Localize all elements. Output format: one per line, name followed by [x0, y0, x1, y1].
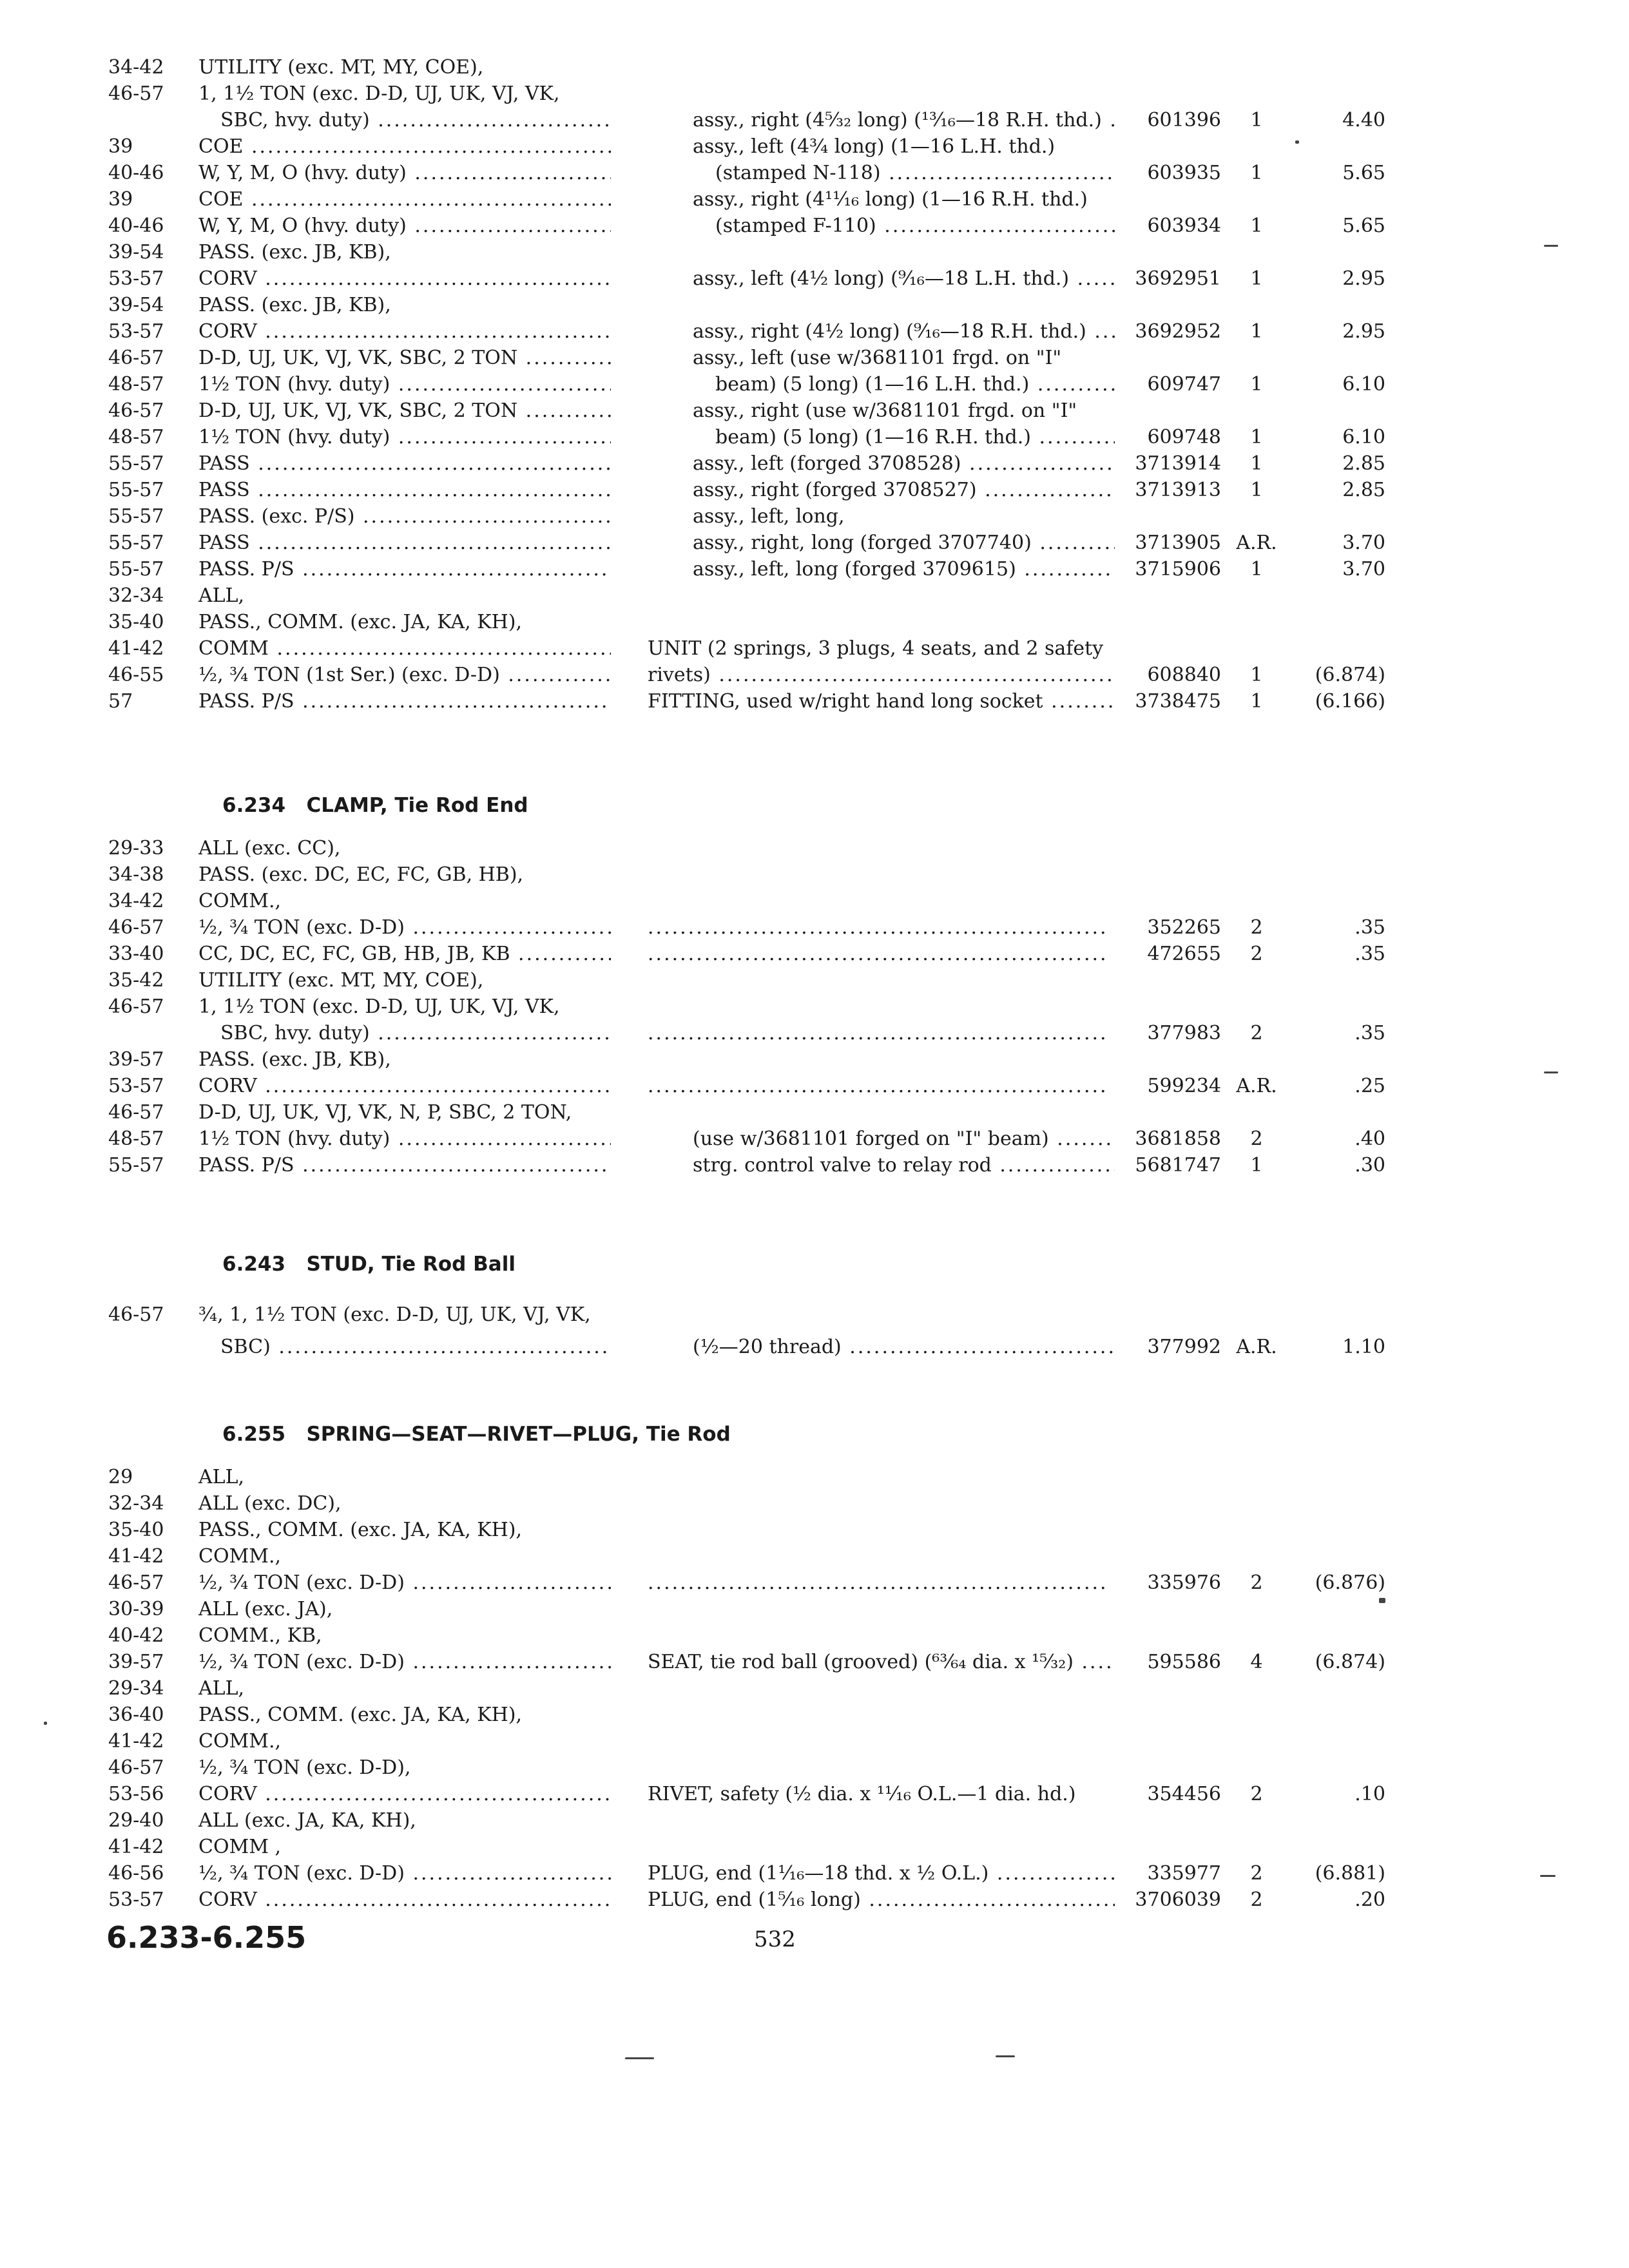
quantity: 1 [1250, 558, 1263, 581]
model-text: SBC, hvy. duty) ..... [220, 1020, 611, 1046]
part-number: 377983 [1147, 1022, 1221, 1044]
scan-mark [1544, 245, 1558, 247]
model-text: W, Y, M, O (hvy. duty) ..... [198, 213, 611, 239]
part-description: rivets) ..... [648, 662, 1115, 688]
catalog-row [0, 81, 1418, 107]
catalog-row [0, 1152, 1418, 1178]
price: 4.40 [1342, 109, 1385, 131]
catalog-row [0, 239, 1418, 265]
price: .35 [1354, 1022, 1385, 1044]
catalog-row [0, 835, 1418, 861]
model-text: ALL (exc. DC), [198, 1492, 342, 1515]
year-range: 55-57 [108, 452, 164, 475]
model-text: ½, ¾ TON (exc. D-D) ..... [198, 1649, 611, 1675]
model-text: CORV ..... [198, 1781, 611, 1807]
catalog-row [0, 398, 1418, 424]
catalog-row [0, 1046, 1418, 1073]
catalog-row [0, 1517, 1418, 1543]
catalog-row [0, 345, 1418, 371]
year-range: 34-38 [108, 863, 164, 886]
scan-mark [625, 2057, 654, 2059]
price: 1.10 [1342, 1336, 1385, 1358]
quantity: 1 [1250, 162, 1263, 184]
catalog-row [0, 186, 1418, 213]
part-description: assy., right (4½ long) (⁹⁄₁₆—18 R.H. thd.) ..... [693, 318, 1115, 345]
model-text: PASS. P/S ..... [198, 556, 611, 582]
year-range: 40-42 [108, 1624, 164, 1647]
catalog-row [0, 688, 1418, 715]
price: .35 [1354, 916, 1385, 939]
quantity: A.R. [1236, 1336, 1277, 1358]
year-range: 34-42 [108, 56, 164, 79]
catalog-row [0, 292, 1418, 318]
year-range: 46-57 [108, 399, 164, 422]
part-number: 3713913 [1135, 479, 1221, 501]
part-description: PLUG, end (1¹⁄₁₆—18 thd. x ½ O.L.) ..... [648, 1860, 1115, 1887]
dot-leader [648, 1020, 1108, 1046]
part-description: assy., left (4¾ long) (1—16 L.H. thd.) [693, 135, 1055, 158]
section-number: 6.255 [222, 1423, 286, 1446]
catalog-row [0, 1834, 1418, 1860]
year-range: 39-57 [108, 1048, 164, 1071]
model-text: PASS. (exc. P/S) ..... [198, 503, 611, 530]
part-description: assy., right, long (forged 3707740) ..... [693, 530, 1115, 556]
model-text: ½, ¾ TON (exc. D-D) ..... [198, 1860, 611, 1887]
part-number: 601396 [1147, 109, 1221, 131]
catalog-row [0, 1807, 1418, 1834]
catalog-row [0, 556, 1418, 582]
year-range: 53-56 [108, 1783, 164, 1805]
page-number: 532 [754, 1927, 796, 1952]
part-number: 608840 [1147, 664, 1221, 686]
catalog-row [0, 1464, 1418, 1490]
section-heading [222, 1423, 731, 1446]
year-range: 35-40 [108, 1519, 164, 1541]
model-text: ½, ¾ TON (1st Ser.) (exc. D-D) ..... [198, 662, 611, 688]
catalog-row [0, 424, 1418, 450]
model-text: PASS ..... [198, 450, 611, 477]
price: .25 [1354, 1075, 1385, 1097]
part-description: assy., right (forged 3708527) ..... [693, 477, 1115, 503]
price: (6.874) [1315, 664, 1385, 686]
part-number: 335976 [1147, 1571, 1221, 1594]
year-range: 46-57 [108, 347, 164, 369]
year-range: 29-40 [108, 1809, 164, 1832]
year-range: 40-46 [108, 215, 164, 237]
catalog-row [0, 371, 1418, 398]
model-text: CORV ..... [198, 318, 611, 345]
part-description: assy., left, long (forged 3709615) ..... [693, 556, 1115, 582]
part-number: 352265 [1147, 916, 1221, 939]
year-range: 35-40 [108, 611, 164, 633]
catalog-row [0, 1126, 1418, 1152]
model-text: PASS. (exc. JB, KB), [198, 241, 391, 264]
year-range: 53-57 [108, 1888, 164, 1911]
quantity: 1 [1250, 479, 1263, 501]
catalog-row [0, 503, 1418, 530]
quantity: 2 [1250, 1862, 1263, 1885]
part-description: (stamped N-118) ..... [715, 160, 1115, 186]
quantity: 2 [1250, 943, 1263, 965]
price: 5.65 [1342, 215, 1385, 237]
catalog-row [0, 477, 1418, 503]
dot-leader [648, 1073, 1108, 1099]
model-text: CC, DC, EC, FC, GB, HB, JB, KB ..... [198, 941, 611, 967]
part-description: strg. control valve to relay rod ..... [693, 1152, 1115, 1178]
year-range: 46-57 [108, 1571, 164, 1594]
catalog-row [0, 941, 1418, 967]
part-description: UNIT (2 springs, 3 plugs, 4 seats, and 2 safety [648, 637, 1104, 660]
model-text: 1½ TON (hvy. duty) ..... [198, 424, 611, 450]
model-text: 1½ TON (hvy. duty) ..... [198, 371, 611, 398]
catalog-row [0, 1334, 1418, 1360]
model-text: PASS. (exc. JB, KB), [198, 1048, 391, 1071]
scan-mark [1540, 1875, 1556, 1877]
year-range: 55-57 [108, 558, 164, 581]
quantity: 1 [1250, 320, 1263, 343]
model-text: W, Y, M, O (hvy. duty) ..... [198, 160, 611, 186]
year-range: 39 [108, 188, 133, 211]
part-number: 603934 [1147, 215, 1221, 237]
year-range: 53-57 [108, 1075, 164, 1097]
year-range: 57 [108, 690, 133, 713]
part-description: (stamped F-110) ..... [715, 213, 1115, 239]
year-range: 46-57 [108, 1303, 164, 1326]
catalog-row [0, 1596, 1418, 1622]
year-range: 53-57 [108, 267, 164, 290]
year-range: 55-57 [108, 532, 164, 554]
model-text: ½, ¾ TON (exc. D-D), [198, 1756, 411, 1779]
model-text: UTILITY (exc. MT, MY, COE), [198, 56, 484, 79]
part-number: 3713905 [1135, 532, 1221, 554]
year-range: 29-33 [108, 837, 164, 860]
catalog-row [0, 662, 1418, 688]
year-range: 48-57 [108, 426, 164, 448]
part-number: 5681747 [1135, 1154, 1221, 1177]
part-number: 472655 [1147, 943, 1221, 965]
model-text: ALL (exc. CC), [198, 837, 341, 860]
section-subtitle: Tie Rod End [394, 794, 528, 817]
page-section-code: 6.233-6.255 [106, 1920, 307, 1955]
dot-leader [648, 941, 1108, 967]
model-text: PASS. (exc. JB, KB), [198, 294, 391, 316]
price: (6.874) [1315, 1651, 1385, 1673]
part-number: 335977 [1147, 1862, 1221, 1885]
year-range: 46-55 [108, 664, 164, 686]
price: (6.881) [1315, 1862, 1385, 1885]
section-number: 6.234 [222, 794, 286, 817]
price: 3.70 [1342, 532, 1385, 554]
model-text: ALL, [198, 584, 245, 607]
part-number: 3692951 [1135, 267, 1221, 290]
price: .35 [1354, 943, 1385, 965]
model-text: D-D, UJ, UK, VJ, VK, N, P, SBC, 2 TON, [198, 1101, 572, 1124]
year-range: 33-40 [108, 943, 164, 965]
catalog-row [0, 1490, 1418, 1517]
section-heading [222, 794, 528, 817]
year-range: 32-34 [108, 584, 164, 607]
year-range: 35-42 [108, 969, 164, 992]
model-text: COMM., [198, 1730, 282, 1753]
year-range: 46-57 [108, 995, 164, 1018]
model-text: ALL (exc. JA, KA, KH), [198, 1809, 416, 1832]
quantity: 2 [1250, 1783, 1263, 1805]
year-range: 48-57 [108, 373, 164, 396]
part-number: 377992 [1147, 1336, 1221, 1358]
model-text: D-D, UJ, UK, VJ, VK, SBC, 2 TON ..... [198, 398, 611, 424]
model-text: SBC) ..... [220, 1334, 611, 1360]
catalog-row [0, 1649, 1418, 1675]
model-text: COMM., [198, 890, 282, 912]
catalog-row [0, 107, 1418, 133]
price: 5.65 [1342, 162, 1385, 184]
catalog-row [0, 635, 1418, 662]
catalog-row [0, 530, 1418, 556]
part-number: 595586 [1147, 1651, 1221, 1673]
part-description: assy., right (4⁵⁄₃₂ long) (¹³⁄₁₆—18 R.H. thd.) ..... [693, 107, 1115, 133]
catalog-row [0, 265, 1418, 292]
catalog-row [0, 318, 1418, 345]
model-text: PASS., COMM. (exc. JA, KA, KH), [198, 611, 523, 633]
part-number: 3713914 [1135, 452, 1221, 475]
part-description: assy., left (use w/3681101 frgd. on "I" [693, 347, 1062, 369]
model-text: PASS., COMM. (exc. JA, KA, KH), [198, 1704, 523, 1726]
model-text: ALL, [198, 1677, 245, 1700]
catalog-row [0, 1781, 1418, 1807]
quantity: 1 [1250, 373, 1263, 396]
model-text: COE ..... [198, 186, 611, 213]
model-text: PASS ..... [198, 530, 611, 556]
part-description: (use w/3681101 forged on "I" beam) ..... [693, 1126, 1115, 1152]
model-text: ALL (exc. JA), [198, 1598, 333, 1620]
year-range: 53-57 [108, 320, 164, 343]
catalog-row [0, 1754, 1418, 1781]
quantity: 2 [1250, 1128, 1263, 1150]
catalog-row [0, 1702, 1418, 1728]
section-number: 6.243 [222, 1253, 286, 1276]
price: .20 [1354, 1888, 1385, 1911]
quantity: 1 [1250, 215, 1263, 237]
price: 2.85 [1342, 479, 1385, 501]
model-text: CORV ..... [198, 265, 611, 292]
quantity: 1 [1250, 109, 1263, 131]
section-name: CLAMP, [306, 794, 388, 817]
part-description: (½—20 thread) ..... [693, 1334, 1115, 1360]
part-description: assy., left (forged 3708528) ..... [693, 450, 1115, 477]
part-description: FITTING, used w/right hand long socket ..... [648, 688, 1115, 715]
catalog-row [0, 1860, 1418, 1887]
part-description: assy., right (use w/3681101 frgd. on "I" [693, 399, 1077, 422]
section-subtitle: Tie Rod [646, 1423, 731, 1446]
part-number: 3738475 [1135, 690, 1221, 713]
year-range: 41-42 [108, 1836, 164, 1858]
catalog-row [0, 888, 1418, 914]
price: 3.70 [1342, 558, 1385, 581]
price: .10 [1354, 1783, 1385, 1805]
year-range: 36-40 [108, 1704, 164, 1726]
model-text: 1, 1½ TON (exc. D-D, UJ, UK, VJ, VK, [198, 82, 560, 105]
part-number: 354456 [1147, 1783, 1221, 1805]
catalog-row [0, 861, 1418, 888]
model-text: SBC, hvy. duty) ..... [220, 107, 611, 133]
catalog-row [0, 967, 1418, 994]
scan-mark [1295, 140, 1299, 144]
year-range: 55-57 [108, 479, 164, 501]
part-number: 3715906 [1135, 558, 1221, 581]
quantity: 1 [1250, 452, 1263, 475]
quantity: 1 [1250, 690, 1263, 713]
catalog-row [0, 1099, 1418, 1126]
quantity: 1 [1250, 426, 1263, 448]
year-range: 30-39 [108, 1598, 164, 1620]
part-number: 609748 [1147, 426, 1221, 448]
model-text: ¾, 1, 1½ TON (exc. D-D, UJ, UK, VJ, VK, [198, 1303, 591, 1326]
dot-leader [648, 1570, 1108, 1596]
model-text: ½, ¾ TON (exc. D-D) ..... [198, 914, 611, 941]
year-range: 46-57 [108, 82, 164, 105]
year-range: 48-57 [108, 1128, 164, 1150]
price: (6.166) [1315, 690, 1385, 713]
section-heading [222, 1253, 516, 1276]
quantity: A.R. [1236, 1075, 1277, 1097]
quantity: 1 [1250, 267, 1263, 290]
year-range: 39-54 [108, 294, 164, 316]
part-description: PLUG, end (1⁵⁄₁₆ long) ..... [648, 1887, 1115, 1913]
catalog-row [0, 914, 1418, 941]
catalog-row [0, 213, 1418, 239]
price: 2.95 [1342, 320, 1385, 343]
year-range: 41-42 [108, 637, 164, 660]
year-range: 46-56 [108, 1862, 164, 1885]
year-range: 46-57 [108, 1756, 164, 1779]
catalog-row [0, 450, 1418, 477]
catalog-row [0, 1887, 1418, 1913]
catalog-row [0, 1302, 1418, 1328]
catalog-row [0, 994, 1418, 1020]
price: .30 [1354, 1154, 1385, 1177]
model-text: COMM , [198, 1836, 282, 1858]
part-number: 609747 [1147, 373, 1221, 396]
part-description: assy., left, long, [693, 505, 845, 528]
model-text: PASS. (exc. DC, EC, FC, GB, HB), [198, 863, 524, 886]
price: 2.95 [1342, 267, 1385, 290]
model-text: 1½ TON (hvy. duty) ..... [198, 1126, 611, 1152]
catalog-row [0, 1728, 1418, 1754]
price: 6.10 [1342, 373, 1385, 396]
section-name: SPRING—SEAT—RIVET—PLUG, [306, 1423, 640, 1446]
model-text: PASS. P/S ..... [198, 1152, 611, 1178]
model-text: ½, ¾ TON (exc. D-D) ..... [198, 1570, 611, 1596]
quantity: 4 [1250, 1651, 1263, 1673]
dot-leader [648, 914, 1108, 941]
catalog-row [0, 160, 1418, 186]
model-text: PASS. P/S ..... [198, 688, 611, 715]
quantity: 2 [1250, 1571, 1263, 1594]
model-text: COMM ..... [198, 635, 611, 662]
model-text: UTILITY (exc. MT, MY, COE), [198, 969, 484, 992]
catalog-row [0, 609, 1418, 635]
year-range: 40-46 [108, 162, 164, 184]
part-description: assy., right (4¹¹⁄₁₆ long) (1—16 R.H. thd.) [693, 188, 1088, 211]
model-text: COE ..... [198, 133, 611, 160]
model-text: CORV ..... [198, 1887, 611, 1913]
scan-mark [996, 2055, 1015, 2057]
section-subtitle: Tie Rod Ball [381, 1253, 516, 1276]
catalog-row [0, 1675, 1418, 1702]
price: 6.10 [1342, 426, 1385, 448]
catalog-row [0, 1020, 1418, 1046]
part-number: 603935 [1147, 162, 1221, 184]
section-name: STUD, [306, 1253, 375, 1276]
model-text: COMM., [198, 1545, 282, 1568]
catalog-row [0, 1073, 1418, 1099]
catalog-row [0, 1570, 1418, 1596]
quantity: 1 [1250, 1154, 1263, 1177]
year-range: 39 [108, 135, 133, 158]
part-number: 3681858 [1135, 1128, 1221, 1150]
year-range: 41-42 [108, 1730, 164, 1753]
year-range: 55-57 [108, 505, 164, 528]
catalog-row [0, 1543, 1418, 1570]
quantity: 2 [1250, 1888, 1263, 1911]
price: 2.85 [1342, 452, 1385, 475]
year-range: 46-57 [108, 1101, 164, 1124]
catalog-row [0, 1622, 1418, 1649]
price: (6.876) [1315, 1571, 1385, 1594]
year-range: 41-42 [108, 1545, 164, 1568]
part-description: SEAT, tie rod ball (grooved) (⁶³⁄₆₄ dia. x ¹⁵⁄₃₂) ..... [648, 1649, 1115, 1675]
model-text: PASS., COMM. (exc. JA, KA, KH), [198, 1519, 523, 1541]
part-number: 3706039 [1135, 1888, 1221, 1911]
year-range: 39-57 [108, 1651, 164, 1673]
catalog-row [0, 54, 1418, 81]
quantity: 1 [1250, 664, 1263, 686]
year-range: 29 [108, 1466, 133, 1488]
year-range: 46-57 [108, 916, 164, 939]
scan-mark [1544, 1072, 1558, 1073]
model-text: PASS ..... [198, 477, 611, 503]
part-description: beam) (5 long) (1—16 L.H. thd.) ..... [715, 371, 1115, 398]
part-number: 3692952 [1135, 320, 1221, 343]
model-text: D-D, UJ, UK, VJ, VK, SBC, 2 TON ..... [198, 345, 611, 371]
part-description: beam) (5 long) (1—16 R.H. thd.) ..... [715, 424, 1115, 450]
quantity: 2 [1250, 916, 1263, 939]
year-range: 34-42 [108, 890, 164, 912]
model-text: COMM., KB, [198, 1624, 322, 1647]
catalog-row [0, 133, 1418, 160]
year-range: 55-57 [108, 1154, 164, 1177]
part-number: 599234 [1147, 1075, 1221, 1097]
model-text: ALL, [198, 1466, 245, 1488]
year-range: 39-54 [108, 241, 164, 264]
model-text: CORV ..... [198, 1073, 611, 1099]
price: .40 [1354, 1128, 1385, 1150]
catalog-row [0, 582, 1418, 609]
year-range: 29-34 [108, 1677, 164, 1700]
scan-mark [1379, 1598, 1385, 1603]
quantity: 2 [1250, 1022, 1263, 1044]
scan-mark [44, 1722, 47, 1725]
part-description: RIVET, safety (½ dia. x ¹¹⁄₁₆ O.L.—1 dia. hd.) [648, 1783, 1076, 1805]
quantity: A.R. [1236, 532, 1277, 554]
part-description: assy., left (4½ long) (⁹⁄₁₆—18 L.H. thd.) ..... [693, 265, 1115, 292]
model-text: 1, 1½ TON (exc. D-D, UJ, UK, VJ, VK, [198, 995, 560, 1018]
year-range: 32-34 [108, 1492, 164, 1515]
